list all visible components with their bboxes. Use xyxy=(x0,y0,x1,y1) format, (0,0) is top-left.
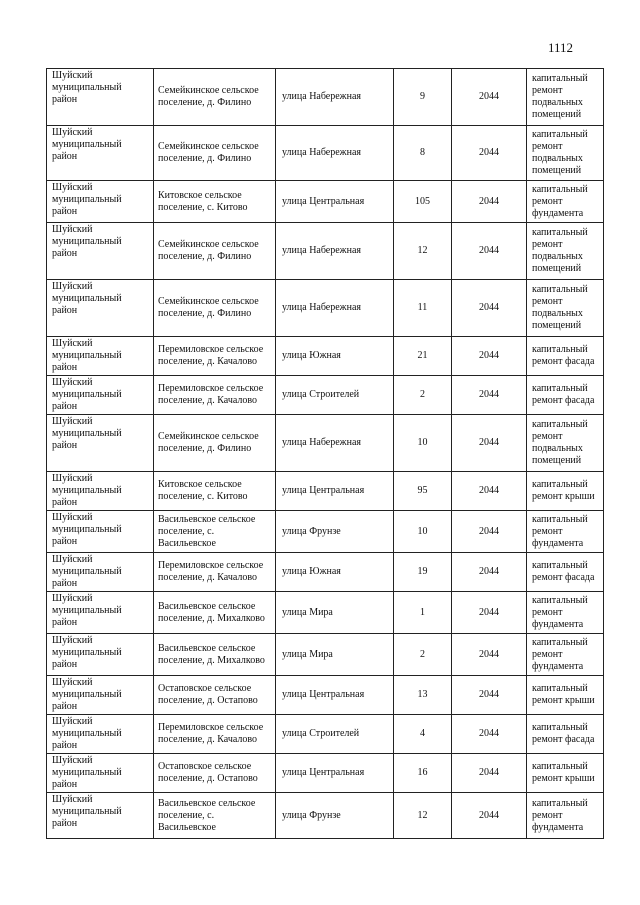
work-type-cell: капитальный ремонт подвальных помещений xyxy=(527,223,604,280)
street-cell: улица Набережная xyxy=(276,69,394,126)
house-number-cell: 13 xyxy=(394,676,452,715)
house-number-cell: 12 xyxy=(394,793,452,839)
table-row xyxy=(47,223,604,280)
table-row xyxy=(47,280,604,337)
table-row xyxy=(47,69,604,126)
settlement-cell: Семейкинское сельское поселение, д. Филино xyxy=(154,126,276,181)
settlement-cell: Перемиловское сельское поселение, д. Качалово xyxy=(154,376,276,415)
settlement-cell: Семейкинское сельское поселение, д. Филино xyxy=(154,415,276,472)
street-cell: улица Центральная xyxy=(276,472,394,511)
work-type-cell: капитальный ремонт фундамента xyxy=(527,592,604,634)
year-cell: 2044 xyxy=(452,415,527,472)
house-number-cell: 95 xyxy=(394,472,452,511)
settlement-cell: Перемиловское сельское поселение, д. Качалово xyxy=(154,337,276,376)
settlement-cell: Остаповское сельское поселение, д. Остапово xyxy=(154,676,276,715)
district-cell: Шуйский муниципальный район xyxy=(47,472,154,511)
table-row xyxy=(47,376,604,415)
year-cell: 2044 xyxy=(452,676,527,715)
work-type-cell: капитальный ремонт крыши xyxy=(527,676,604,715)
street-cell: улица Набережная xyxy=(276,223,394,280)
district-cell: Шуйский муниципальный район xyxy=(47,553,154,592)
year-cell: 2044 xyxy=(452,715,527,754)
house-number-cell: 12 xyxy=(394,223,452,280)
street-cell: улица Центральная xyxy=(276,181,394,223)
house-number-cell: 19 xyxy=(394,553,452,592)
settlement-cell: Перемиловское сельское поселение, д. Качалово xyxy=(154,553,276,592)
street-cell: улица Набережная xyxy=(276,415,394,472)
street-cell: улица Мира xyxy=(276,634,394,676)
street-cell: улица Фрунзе xyxy=(276,511,394,553)
table-row xyxy=(47,126,604,181)
year-cell: 2044 xyxy=(452,472,527,511)
page-number: 1112 xyxy=(548,40,574,55)
house-number-cell: 21 xyxy=(394,337,452,376)
table-row xyxy=(47,676,604,715)
district-cell: Шуйский муниципальный район xyxy=(47,376,154,415)
work-type-cell: капитальный ремонт подвальных помещений xyxy=(527,280,604,337)
district-cell: Шуйский муниципальный район xyxy=(47,793,154,839)
year-cell: 2044 xyxy=(452,223,527,280)
year-cell: 2044 xyxy=(452,511,527,553)
table-row xyxy=(47,415,604,472)
work-type-cell: капитальный ремонт фасада xyxy=(527,376,604,415)
settlement-cell: Семейкинское сельское поселение, д. Филино xyxy=(154,223,276,280)
work-type-cell: капитальный ремонт фасада xyxy=(527,553,604,592)
work-type-cell: капитальный ремонт фундамента xyxy=(527,634,604,676)
district-cell: Шуйский муниципальный район xyxy=(47,511,154,553)
table-row xyxy=(47,754,604,793)
settlement-cell: Китовское сельское поселение, с. Китово xyxy=(154,472,276,511)
district-cell: Шуйский муниципальный район xyxy=(47,69,154,126)
work-type-cell: капитальный ремонт фундамента xyxy=(527,181,604,223)
district-cell: Шуйский муниципальный район xyxy=(47,126,154,181)
work-type-cell: капитальный ремонт подвальных помещений xyxy=(527,126,604,181)
district-cell: Шуйский муниципальный район xyxy=(47,337,154,376)
settlement-cell: Семейкинское сельское поселение, д. Филино xyxy=(154,69,276,126)
street-cell: улица Строителей xyxy=(276,715,394,754)
work-type-cell: капитальный ремонт фундамента xyxy=(527,793,604,839)
house-number-cell: 16 xyxy=(394,754,452,793)
settlement-cell: Васильевское сельское поселение, с. Васильевское xyxy=(154,793,276,839)
district-cell: Шуйский муниципальный район xyxy=(47,754,154,793)
district-cell: Шуйский муниципальный район xyxy=(47,715,154,754)
year-cell: 2044 xyxy=(452,592,527,634)
year-cell: 2044 xyxy=(452,280,527,337)
settlement-cell: Семейкинское сельское поселение, д. Филино xyxy=(154,280,276,337)
street-cell: улица Центральная xyxy=(276,754,394,793)
table-row xyxy=(47,337,604,376)
year-cell: 2044 xyxy=(452,181,527,223)
house-number-cell: 105 xyxy=(394,181,452,223)
table-row xyxy=(47,511,604,553)
district-cell: Шуйский муниципальный район xyxy=(47,223,154,280)
street-cell: улица Мира xyxy=(276,592,394,634)
work-type-cell: капитальный ремонт подвальных помещений xyxy=(527,415,604,472)
year-cell: 2044 xyxy=(452,754,527,793)
street-cell: улица Южная xyxy=(276,553,394,592)
house-number-cell: 2 xyxy=(394,376,452,415)
year-cell: 2044 xyxy=(452,793,527,839)
street-cell: улица Южная xyxy=(276,337,394,376)
table-row xyxy=(47,553,604,592)
district-cell: Шуйский муниципальный район xyxy=(47,676,154,715)
work-type-cell: капитальный ремонт фасада xyxy=(527,715,604,754)
street-cell: улица Фрунзе xyxy=(276,793,394,839)
street-cell: улица Строителей xyxy=(276,376,394,415)
district-cell: Шуйский муниципальный район xyxy=(47,634,154,676)
work-type-cell: капитальный ремонт крыши xyxy=(527,754,604,793)
year-cell: 2044 xyxy=(452,337,527,376)
table-row xyxy=(47,472,604,511)
house-number-cell: 8 xyxy=(394,126,452,181)
table-row xyxy=(47,715,604,754)
district-cell: Шуйский муниципальный район xyxy=(47,181,154,223)
settlement-cell: Остаповское сельское поселение, д. Остапово xyxy=(154,754,276,793)
work-type-cell: капитальный ремонт фундамента xyxy=(527,511,604,553)
work-type-cell: капитальный ремонт подвальных помещений xyxy=(527,69,604,126)
street-cell: улица Набережная xyxy=(276,280,394,337)
street-cell: улица Набережная xyxy=(276,126,394,181)
settlement-cell: Васильевское сельское поселение, д. Михалково xyxy=(154,592,276,634)
work-type-cell: капитальный ремонт крыши xyxy=(527,472,604,511)
housing-repair-table xyxy=(46,68,604,839)
settlement-cell: Васильевское сельское поселение, с. Васильевское xyxy=(154,511,276,553)
house-number-cell: 11 xyxy=(394,280,452,337)
house-number-cell: 10 xyxy=(394,511,452,553)
work-type-cell: капитальный ремонт фасада xyxy=(527,337,604,376)
district-cell: Шуйский муниципальный район xyxy=(47,280,154,337)
year-cell: 2044 xyxy=(452,553,527,592)
street-cell: улица Центральная xyxy=(276,676,394,715)
district-cell: Шуйский муниципальный район xyxy=(47,415,154,472)
table-body xyxy=(47,69,604,839)
house-number-cell: 2 xyxy=(394,634,452,676)
table-row xyxy=(47,181,604,223)
year-cell: 2044 xyxy=(452,69,527,126)
year-cell: 2044 xyxy=(452,376,527,415)
settlement-cell: Китовское сельское поселение, с. Китово xyxy=(154,181,276,223)
table-row xyxy=(47,592,604,634)
settlement-cell: Васильевское сельское поселение, д. Михалково xyxy=(154,634,276,676)
year-cell: 2044 xyxy=(452,126,527,181)
house-number-cell: 9 xyxy=(394,69,452,126)
district-cell: Шуйский муниципальный район xyxy=(47,592,154,634)
table-row xyxy=(47,634,604,676)
house-number-cell: 10 xyxy=(394,415,452,472)
table-row xyxy=(47,793,604,839)
house-number-cell: 4 xyxy=(394,715,452,754)
house-number-cell: 1 xyxy=(394,592,452,634)
settlement-cell: Перемиловское сельское поселение, д. Качалово xyxy=(154,715,276,754)
year-cell: 2044 xyxy=(452,634,527,676)
